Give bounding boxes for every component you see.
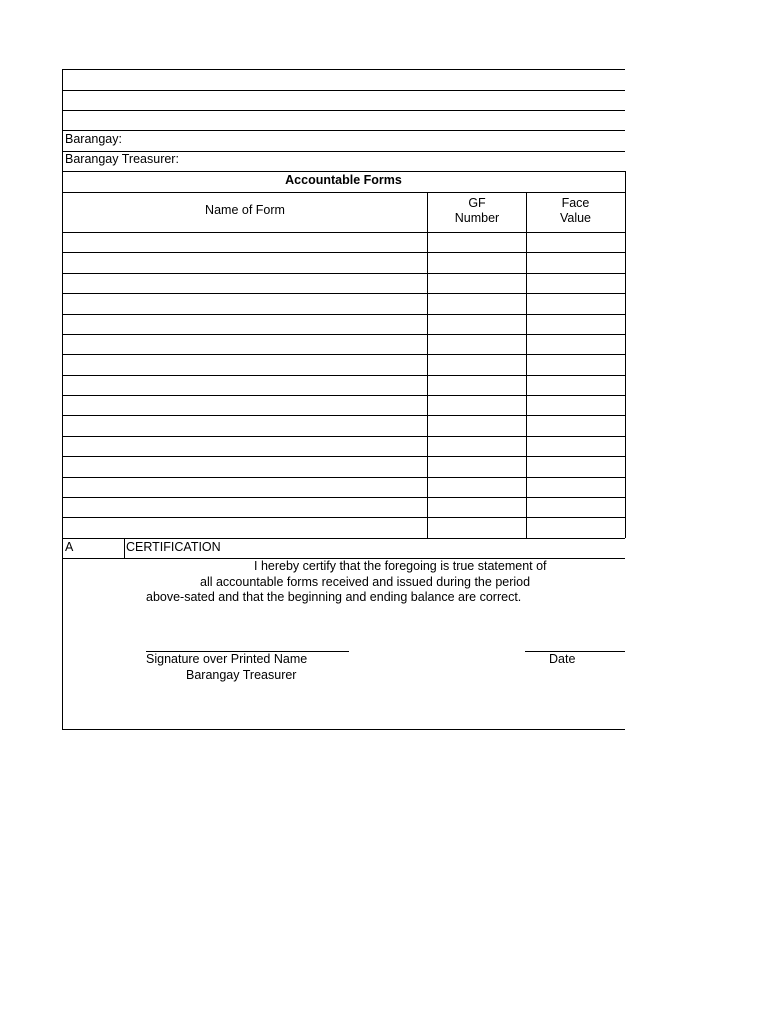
column-divider-gf [427, 192, 428, 538]
header-line-6 [62, 171, 625, 172]
column-header-face-line2: Value [559, 211, 592, 225]
table-row-line [62, 354, 625, 355]
column-header-gf-line2: Number [454, 211, 500, 225]
table-row-line [62, 334, 625, 335]
table-row-line [62, 232, 625, 233]
form-bottom-line [62, 729, 625, 730]
treasurer-label: Barangay Treasurer: [65, 152, 179, 166]
table-row-line [62, 395, 625, 396]
table-row-line [62, 517, 625, 518]
table-row-line [62, 477, 625, 478]
date-label: Date [549, 652, 576, 666]
table-row-line [62, 456, 625, 457]
table-row-line [62, 273, 625, 274]
header-line-3 [62, 110, 625, 111]
table-right-border [625, 171, 626, 538]
table-row-line [62, 293, 625, 294]
table-row-line [62, 436, 625, 437]
column-header-face-line1: Face [561, 196, 590, 210]
header-line-7 [62, 192, 625, 193]
table-row-line [62, 375, 625, 376]
certification-code: A [65, 540, 74, 554]
header-line-1 [62, 69, 625, 70]
header-line-2 [62, 90, 625, 91]
certification-line-1: I hereby certify that the foregoing is true statement of [254, 559, 547, 573]
section-title: Accountable Forms [285, 173, 402, 187]
certification-line-3: above-sated and that the beginning and ending balance are correct. [146, 590, 522, 604]
signature-role: Barangay Treasurer [186, 668, 297, 682]
table-row-line [62, 314, 625, 315]
column-header-gf-line1: GF [468, 196, 486, 210]
table-bottom-line [62, 538, 625, 539]
column-header-name: Name of Form [205, 203, 285, 217]
header-line-4 [62, 130, 625, 131]
certification-line-2: all accountable forms received and issued during the period [200, 575, 531, 589]
table-row-line [62, 497, 625, 498]
certification-title: CERTIFICATION [126, 540, 221, 554]
signature-label: Signature over Printed Name [146, 652, 308, 666]
table-row-line [62, 252, 625, 253]
table-row-line [62, 415, 625, 416]
certification-divider [124, 538, 125, 558]
form-left-border [62, 69, 63, 730]
column-divider-face [526, 192, 527, 538]
barangay-label: Barangay: [65, 132, 122, 146]
